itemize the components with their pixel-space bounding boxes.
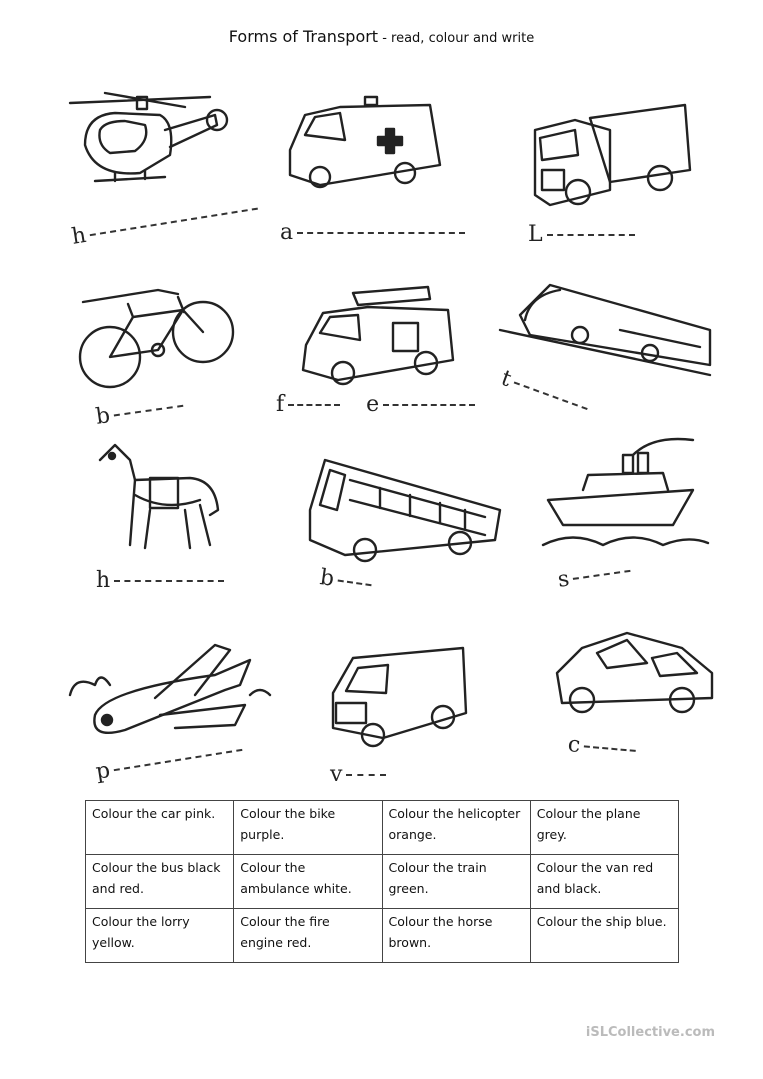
table-cell: Colour the bus black and red. — [86, 855, 234, 909]
table-row — [86, 855, 679, 909]
bike-icon — [78, 282, 238, 392]
answer-blank-horse[interactable]: h — [96, 568, 224, 593]
lorry-icon — [530, 100, 695, 210]
table-cell: Colour the ship blue. — [530, 909, 678, 963]
answer-blank-plane[interactable]: p — [94, 737, 244, 785]
watermark: iSLCollective.com — [585, 1025, 715, 1040]
answer-blank-ship[interactable]: s — [556, 558, 632, 593]
answer-blank-car[interactable]: c — [567, 732, 637, 763]
title-subtitle: - read, colour and write — [378, 31, 535, 46]
table-cell: Colour the train green. — [382, 855, 530, 909]
train-icon — [500, 275, 718, 385]
page-title — [0, 27, 763, 46]
helicopter-icon — [65, 85, 240, 200]
van-icon — [328, 643, 470, 748]
answer-blank-bike[interactable]: b — [94, 393, 185, 430]
table-row — [86, 909, 679, 963]
ship-icon — [543, 435, 713, 555]
title-main: Forms of Transport — [228, 27, 379, 46]
bus-icon — [305, 455, 505, 565]
answer-blank-helicopter[interactable]: h — [70, 196, 260, 250]
answer-blank-ambulance[interactable]: a — [280, 220, 465, 245]
table-cell: Colour the horse brown. — [382, 909, 530, 963]
table-cell: Colour the bike purple. — [234, 801, 382, 855]
table-cell: Colour the car pink. — [86, 801, 234, 855]
table-cell: Colour the van red and black. — [530, 855, 678, 909]
answer-blank-fire-engine[interactable]: f e — [276, 392, 475, 417]
car-icon — [552, 628, 717, 718]
answer-blank-lorry[interactable]: L — [528, 222, 635, 247]
horse-icon — [90, 440, 225, 555]
answer-blank-bus[interactable]: b — [318, 565, 373, 597]
fire-engine-icon — [298, 285, 458, 390]
table-cell: Colour the ambulance white. — [234, 855, 382, 909]
answer-blank-van[interactable]: v — [330, 762, 386, 787]
table-row — [86, 801, 679, 855]
table-cell: Colour the helicopter orange. — [382, 801, 530, 855]
answer-blank-train[interactable]: t — [498, 366, 592, 421]
table-cell: Colour the plane grey. — [530, 801, 678, 855]
table-cell: Colour the fire engine red. — [234, 909, 382, 963]
plane-icon — [65, 630, 273, 750]
table-cell: Colour the lorry yellow. — [86, 909, 234, 963]
ambulance-icon — [280, 95, 445, 195]
instructions-table — [85, 800, 679, 963]
